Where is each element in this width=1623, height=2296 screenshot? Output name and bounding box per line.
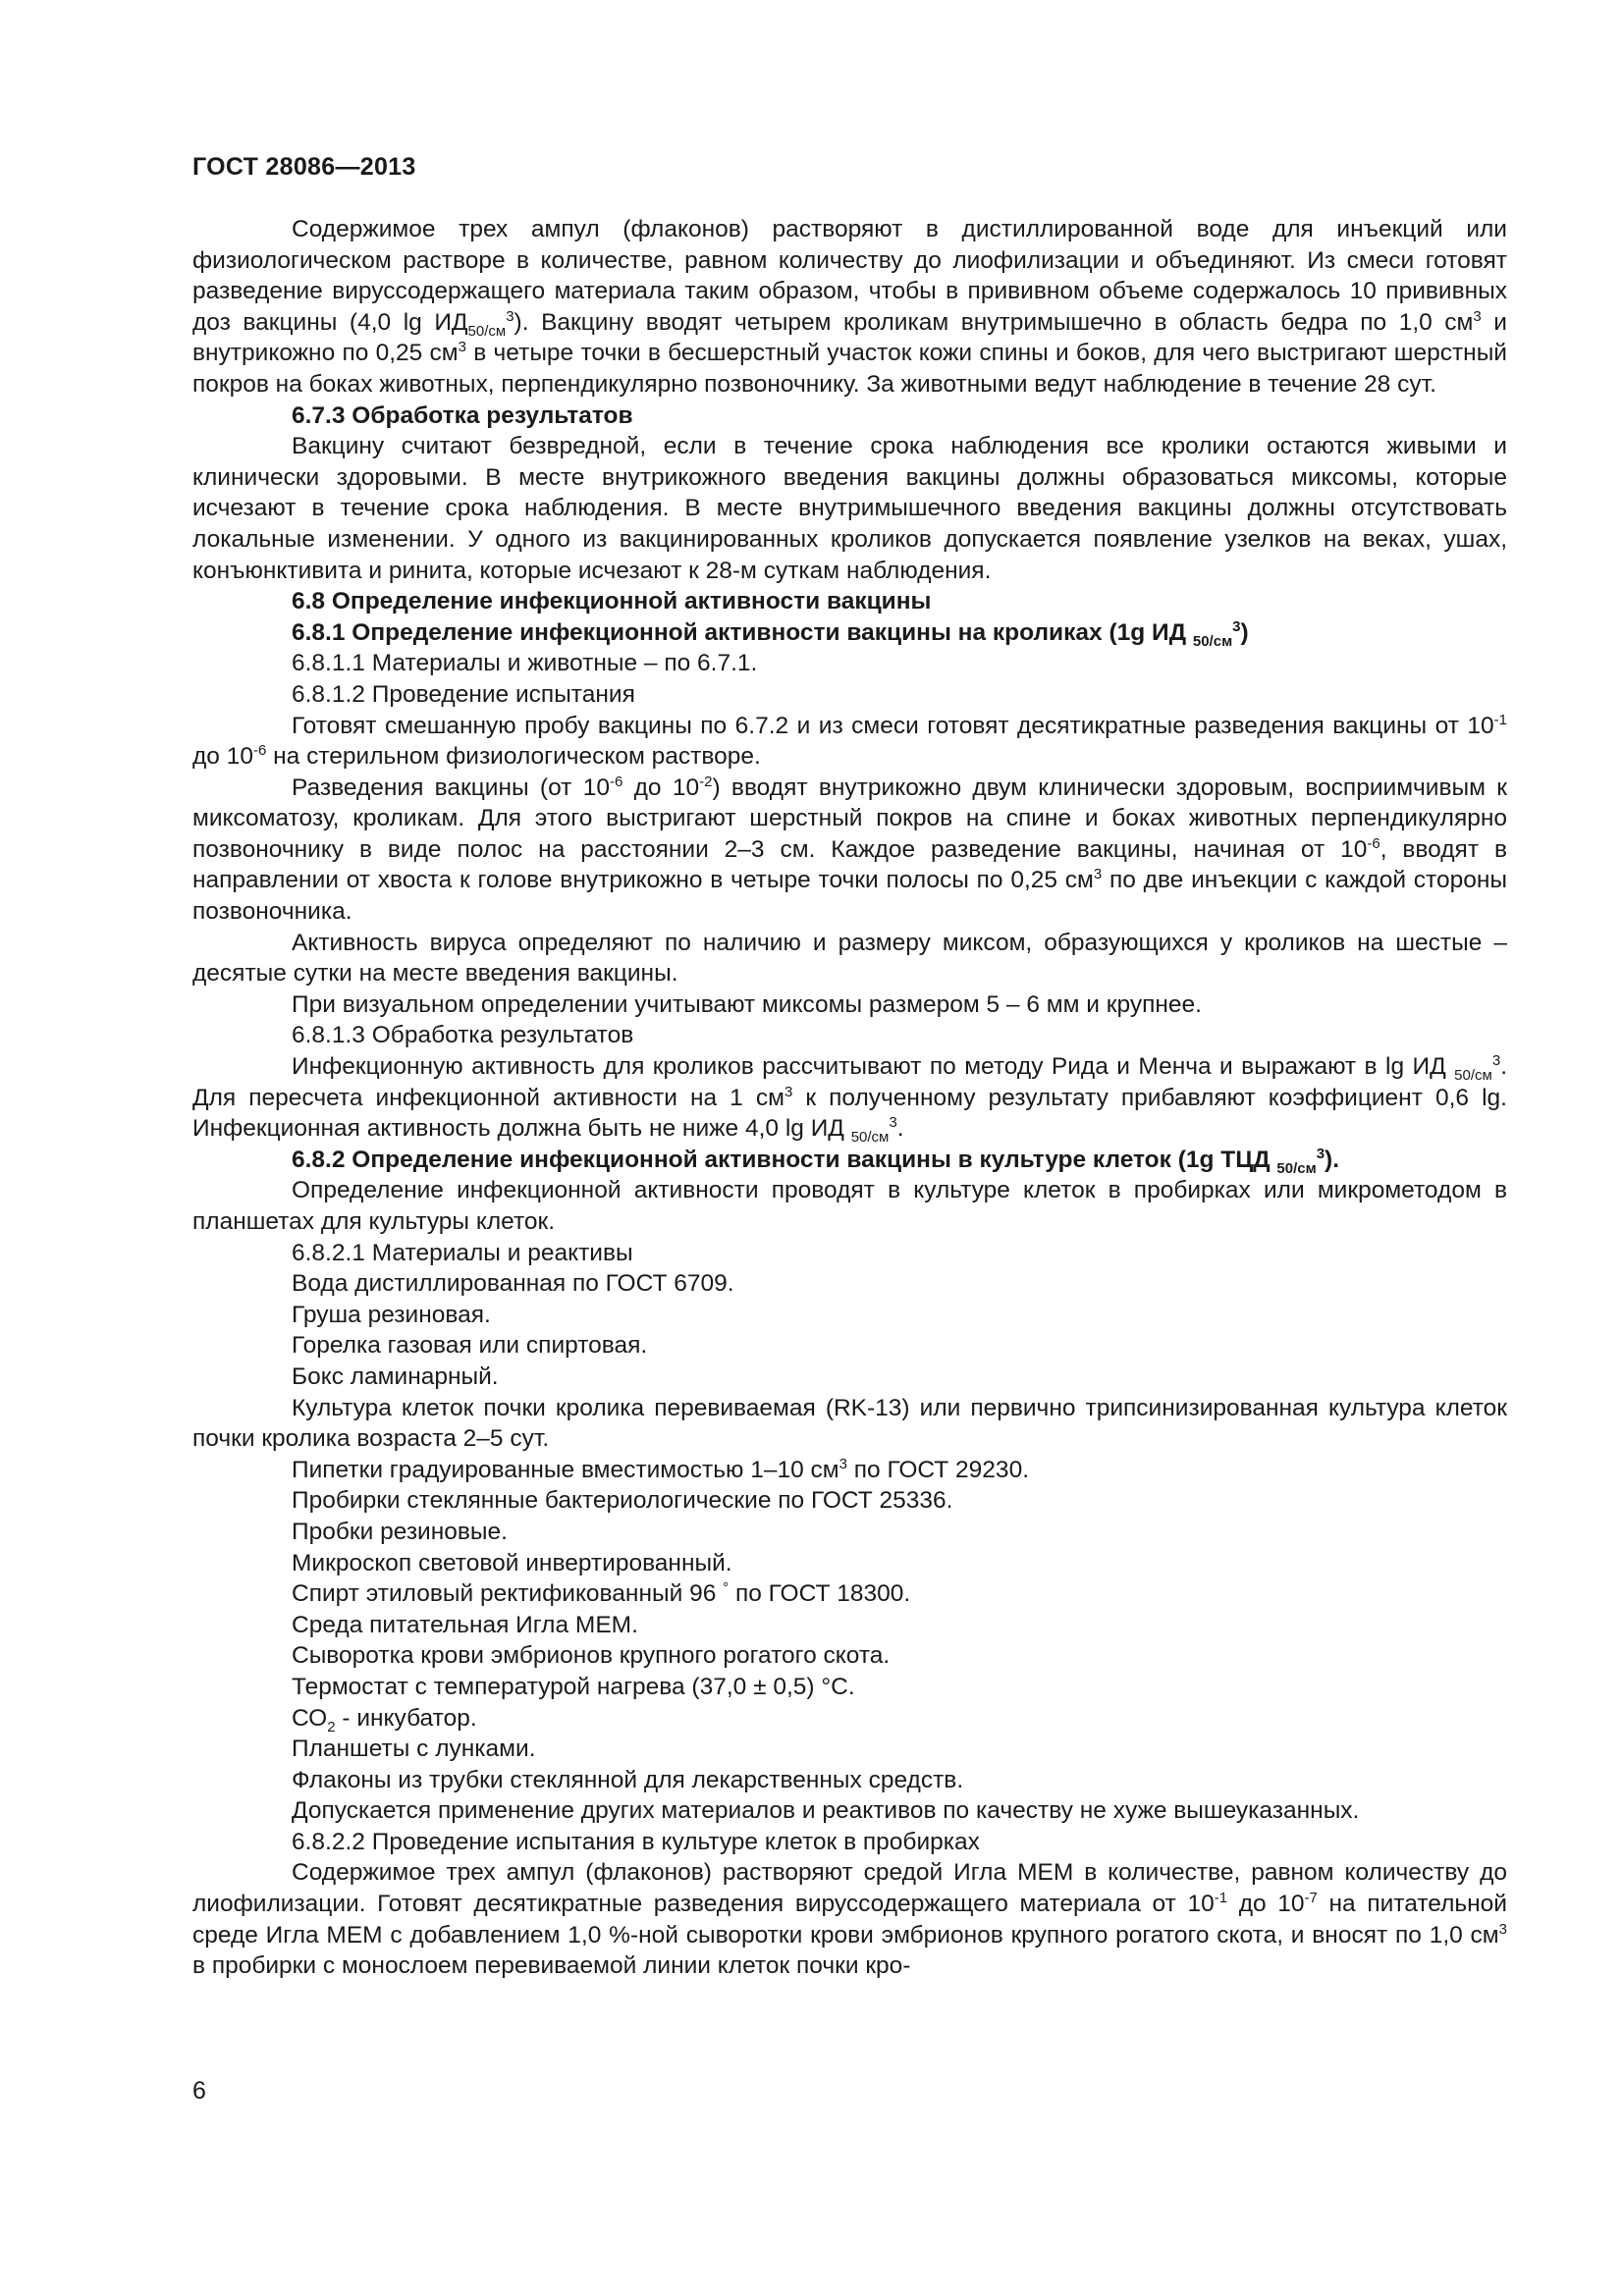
document-body xyxy=(192,214,1507,1982)
material-item: Культура клеток почки кролика перевиваемая (RK-13) или первично трипсинизированная культура клеток почки кролика возраста 2–5 сут. xyxy=(192,1394,1507,1453)
document-code-header: ГОСТ 28086—2013 xyxy=(192,153,416,181)
page-number: 6 xyxy=(192,2077,206,2105)
material-item: Груша резиновая. xyxy=(292,1301,491,1328)
subsection-6-8-1-2: 6.8.1.2 Проведение испытания xyxy=(292,680,635,708)
material-item: $СО_2$ - инкубатор. xyxy=(292,1704,477,1735)
paragraph-cell-culture-method: Определение инфекционной активности проводят в культуре клеток в пробирках или микрометодом в планшетах для культуры клеток. xyxy=(192,1177,1507,1235)
material-item: Вода дистиллированная по ГОСТ 6709. xyxy=(292,1270,734,1298)
material-item: Сыворотка крови эмбрионов крупного рогатого скота. xyxy=(292,1642,891,1670)
paragraph-cell-culture-procedure: Содержимое трех ампул (флаконов) растворяют средой Игла МЕМ в количестве, равном количеству до лиофилизации. Готовят десятикратные разведения вируссодержащего материала от $10^{-1}$ до $10^{-7}$ на питательной среде Игла МЕМ с добавлением 1,0 %-ной сыворотки крови эмбрионов крупного рогатого скота, и вносят по 1,0 $см^3$ в пробирки с монослоем перевиваемой линии клеток почки кро- xyxy=(192,1859,1507,1980)
subsection-6-8-1-3: 6.8.1.3 Обработка результатов xyxy=(292,1022,634,1049)
subsection-6-8-2-2: 6.8.2.2 Проведение испытания в культуре клеток в пробирках xyxy=(292,1828,980,1855)
paragraph-infectious-activity-calc: Инфекционную активность для кроликов рассчитывают по методу Рида и Менча и выражают в lg ИД $_{50/см}^3$. Для пересчета инфекционной активности на 1 $см^3$ к полученному результату прибавляют коэффициент 0,6 lg. Инфекционная активность должна быть не ниже 4,0 lg ИД $_{50/см}^3$. xyxy=(192,1051,1507,1147)
material-item: Флаконы из трубки стеклянной для лекарственных средств. xyxy=(292,1766,964,1793)
paragraph-harmlessness: Вакцину считают безвредной, если в течение срока наблюдения все кролики остаются живыми и клинически здоровыми. В месте внутрикожного введения вакцины должны образоваться миксомы, которые исчезают в течение срока наблюдения. В месте внутримышечного введения вакцины должны отсутствовать локальные изменении. У одного из вакцинированных кроликов допускается появление узелков на веках, ушах, конъюнктивита и ринита, которые исчезают к 28-м суткам наблюдения. xyxy=(192,433,1507,584)
section-heading-6-8-2: 6.8.2 Определение инфекционной активности вакцины в культуре клеток (1g ТЦД $_{50/см}^3$). xyxy=(292,1145,1339,1177)
subsection-6-8-1-1: 6.8.1.1 Материалы и животные – по 6.7.1. xyxy=(292,650,758,677)
material-item: Пробирки стеклянные бактериологические по ГОСТ 25336. xyxy=(292,1487,953,1515)
material-item: Микроскоп световой инвертированный. xyxy=(292,1549,732,1576)
material-item: Планшеты с лунками. xyxy=(292,1735,536,1763)
material-item: Среда питательная Игла МЕМ. xyxy=(292,1611,638,1638)
paragraph-dilutions: Готовят смешанную пробу вакцины по 6.7.2 и из смеси готовят десятикратные разведения вакцины от $10^{-1}$ до $10^{-6}$ на стерильном физиологическом растворе. xyxy=(192,711,1507,771)
paragraph-ampoule-dissolution: Содержимое трех ампул (флаконов) растворяют в дистиллированной воде для инъекций или физиологическом растворе в количестве, равном количеству до лиофилизации и объединяют. Из смеси готовят разведение вируссодержащего материала таким образом, чтобы в прививном объеме содержалось 10 прививных доз вакцины (4,0 $\lg ИД_{50/см}^3$). Вакцину вводят четырем кроликам внутримышечно в область бедра по 1,0 $см^3$ и внутрикожно по 0,25 $см^3$ в четыре точки в бесшерстный участок кожи спины и боков, для чего выстригают шерстный покров на боках животных, перпендикулярно позвоночнику. За животными ведут наблюдение в течение 28 сут. xyxy=(192,216,1507,398)
material-item: Допускается применение других материалов и реактивов по качеству не хуже вышеуказанных. xyxy=(292,1797,1360,1825)
material-item: Термостат с температурой нагрева (37,0 ± 0,5) °С. xyxy=(292,1673,855,1700)
material-item: Бокс ламинарный. xyxy=(292,1362,499,1390)
subsection-6-8-2-1: 6.8.2.1 Материалы и реактивы xyxy=(292,1239,633,1266)
material-item: Пипетки градуированные вместимостью 1–10 $см^3$ по ГОСТ 29230. xyxy=(292,1455,1029,1483)
paragraph-injection-procedure: Разведения вакцины (от $10^{-6}$ до $10^{-2}$) вводят внутрикожно двум клинически здоровым, восприимчивым к миксоматозу, кроликам. Для этого выстригают шерстный покров на спине и боках животных перпендикулярно позвоночнику в виде полос на расстоянии 2–3 см. Каждое разведение вакцины, начиная от $10^{-6}$, вводят в направлении от хвоста к голове внутрикожно в четыре точки полосы по 0,25 $см^3$ по две инъекции с каждой стороны позвоночника. xyxy=(192,773,1508,926)
section-heading-6-7-3: 6.7.3 Обработка результатов xyxy=(292,401,633,429)
section-heading-6-8: 6.8 Определение инфекционной активности вакцины xyxy=(292,588,932,615)
material-item: Пробки резиновые. xyxy=(292,1518,508,1545)
material-item: Спирт этиловый ректификованный 96 ° по ГОСТ 18300. xyxy=(292,1578,911,1608)
paragraph-visual-assessment: При визуальном определении учитывают миксомы размером 5 – 6 мм и крупнее. xyxy=(292,990,1202,1018)
section-heading-6-8-1: 6.8.1 Определение инфекционной активности вакцины на кроликах (1g ИД $_{50/см}^3$) xyxy=(292,617,1249,650)
material-item: Горелка газовая или спиртовая. xyxy=(292,1332,648,1360)
paragraph-virus-activity: Активность вируса определяют по наличию и размеру миксом, образующихся у кроликов на шестые – десятые сутки на месте введения вакцины. xyxy=(192,929,1507,988)
